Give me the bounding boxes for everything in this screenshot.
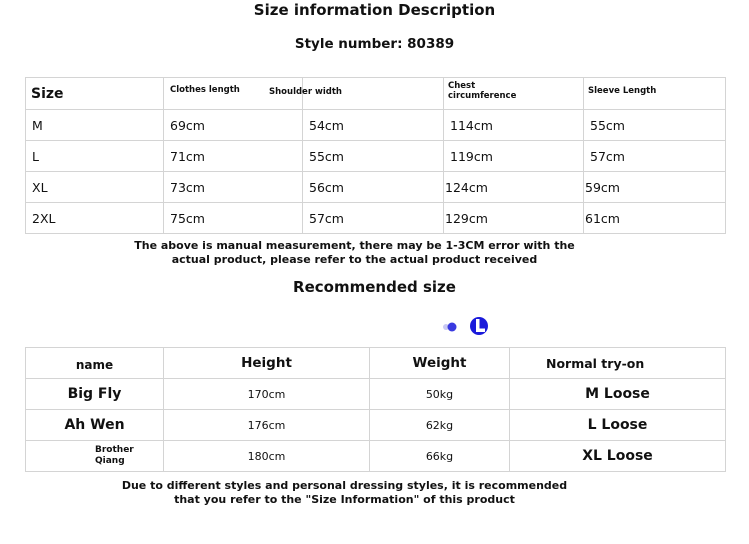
cell-name: Big Fly	[26, 379, 164, 410]
table-row	[26, 203, 726, 234]
header-name: name	[26, 348, 164, 379]
recommendation-note	[0, 479, 719, 507]
style-number: Style number: 80389	[294, 36, 455, 52]
cell-name: Ah Wen	[26, 410, 164, 441]
cell-length: 69cm	[164, 110, 303, 141]
cell-fit: M Loose	[510, 379, 726, 410]
header-chest-line1: Chest	[448, 81, 476, 91]
cell-sleeve: 59cm	[584, 172, 726, 203]
cell-sleeve: 61cm	[584, 203, 726, 234]
cell-height: 180cm	[164, 441, 370, 472]
table-row	[26, 410, 726, 441]
cell-height: 176cm	[164, 410, 370, 441]
recommendation-note-line2: that you refer to the "Size Information" of this product	[174, 493, 515, 506]
cell-shoulder: 57cm	[303, 203, 444, 234]
recommendation-note-line1: Due to different styles and personal dressing styles, it is recommended	[121, 479, 568, 492]
size-table	[25, 77, 726, 234]
header-shoulder-width: Shoulder width	[269, 78, 410, 110]
cell-weight: 50kg	[370, 379, 510, 410]
header-clothes-length: Clothes length	[164, 78, 303, 110]
rec-table-header	[26, 348, 726, 379]
cell-shoulder: 54cm	[303, 110, 444, 141]
table-row	[26, 441, 726, 472]
recommended-size-title: Recommended size	[293, 278, 456, 296]
table-row	[26, 110, 726, 141]
table-row	[26, 172, 726, 203]
cell-length: 75cm	[164, 203, 303, 234]
table-row	[26, 379, 726, 410]
header-size: Size	[26, 78, 164, 110]
cell-fit: XL Loose	[510, 441, 726, 472]
cell-size: 2XL	[26, 203, 164, 234]
cell-chest: 119cm	[444, 141, 584, 172]
table-row	[26, 141, 726, 172]
cell-length: 73cm	[164, 172, 303, 203]
cell-sleeve: 55cm	[584, 110, 726, 141]
cell-name	[26, 441, 164, 472]
cell-shoulder: 56cm	[303, 172, 444, 203]
cell-size: XL	[26, 172, 164, 203]
cell-chest: 114cm	[444, 110, 584, 141]
cell-sleeve: 57cm	[584, 141, 726, 172]
cell-size: L	[26, 141, 164, 172]
page-title: Size information Description	[253, 1, 496, 19]
logo-mark-icon	[440, 316, 490, 336]
recommended-size-table	[25, 347, 726, 472]
size-table-header	[26, 78, 726, 110]
cell-name-line1: Brother	[95, 445, 134, 455]
cell-weight: 62kg	[370, 410, 510, 441]
header-height: Height	[164, 348, 370, 379]
cell-chest: 129cm	[444, 203, 584, 234]
measurement-note-line1: The above is manual measurement, there may be 1-3CM error with the	[134, 239, 575, 252]
header-normal-try-on: Normal try-on	[510, 348, 726, 379]
cell-fit: L Loose	[510, 410, 726, 441]
cell-size: M	[26, 110, 164, 141]
header-chest-line2: circumference	[448, 91, 517, 101]
header-chest-circumference	[444, 78, 584, 110]
cell-length: 71cm	[164, 141, 303, 172]
cell-shoulder: 55cm	[303, 141, 444, 172]
cell-chest: 124cm	[444, 172, 584, 203]
cell-weight: 66kg	[370, 441, 510, 472]
measurement-note	[0, 239, 729, 267]
cell-name-line2: Qiang	[95, 456, 125, 466]
header-weight: Weight	[370, 348, 510, 379]
measurement-note-line2: actual product, please refer to the actual product received	[171, 253, 538, 266]
cell-height: 170cm	[164, 379, 370, 410]
header-sleeve-length: Sleeve Length	[584, 78, 726, 110]
